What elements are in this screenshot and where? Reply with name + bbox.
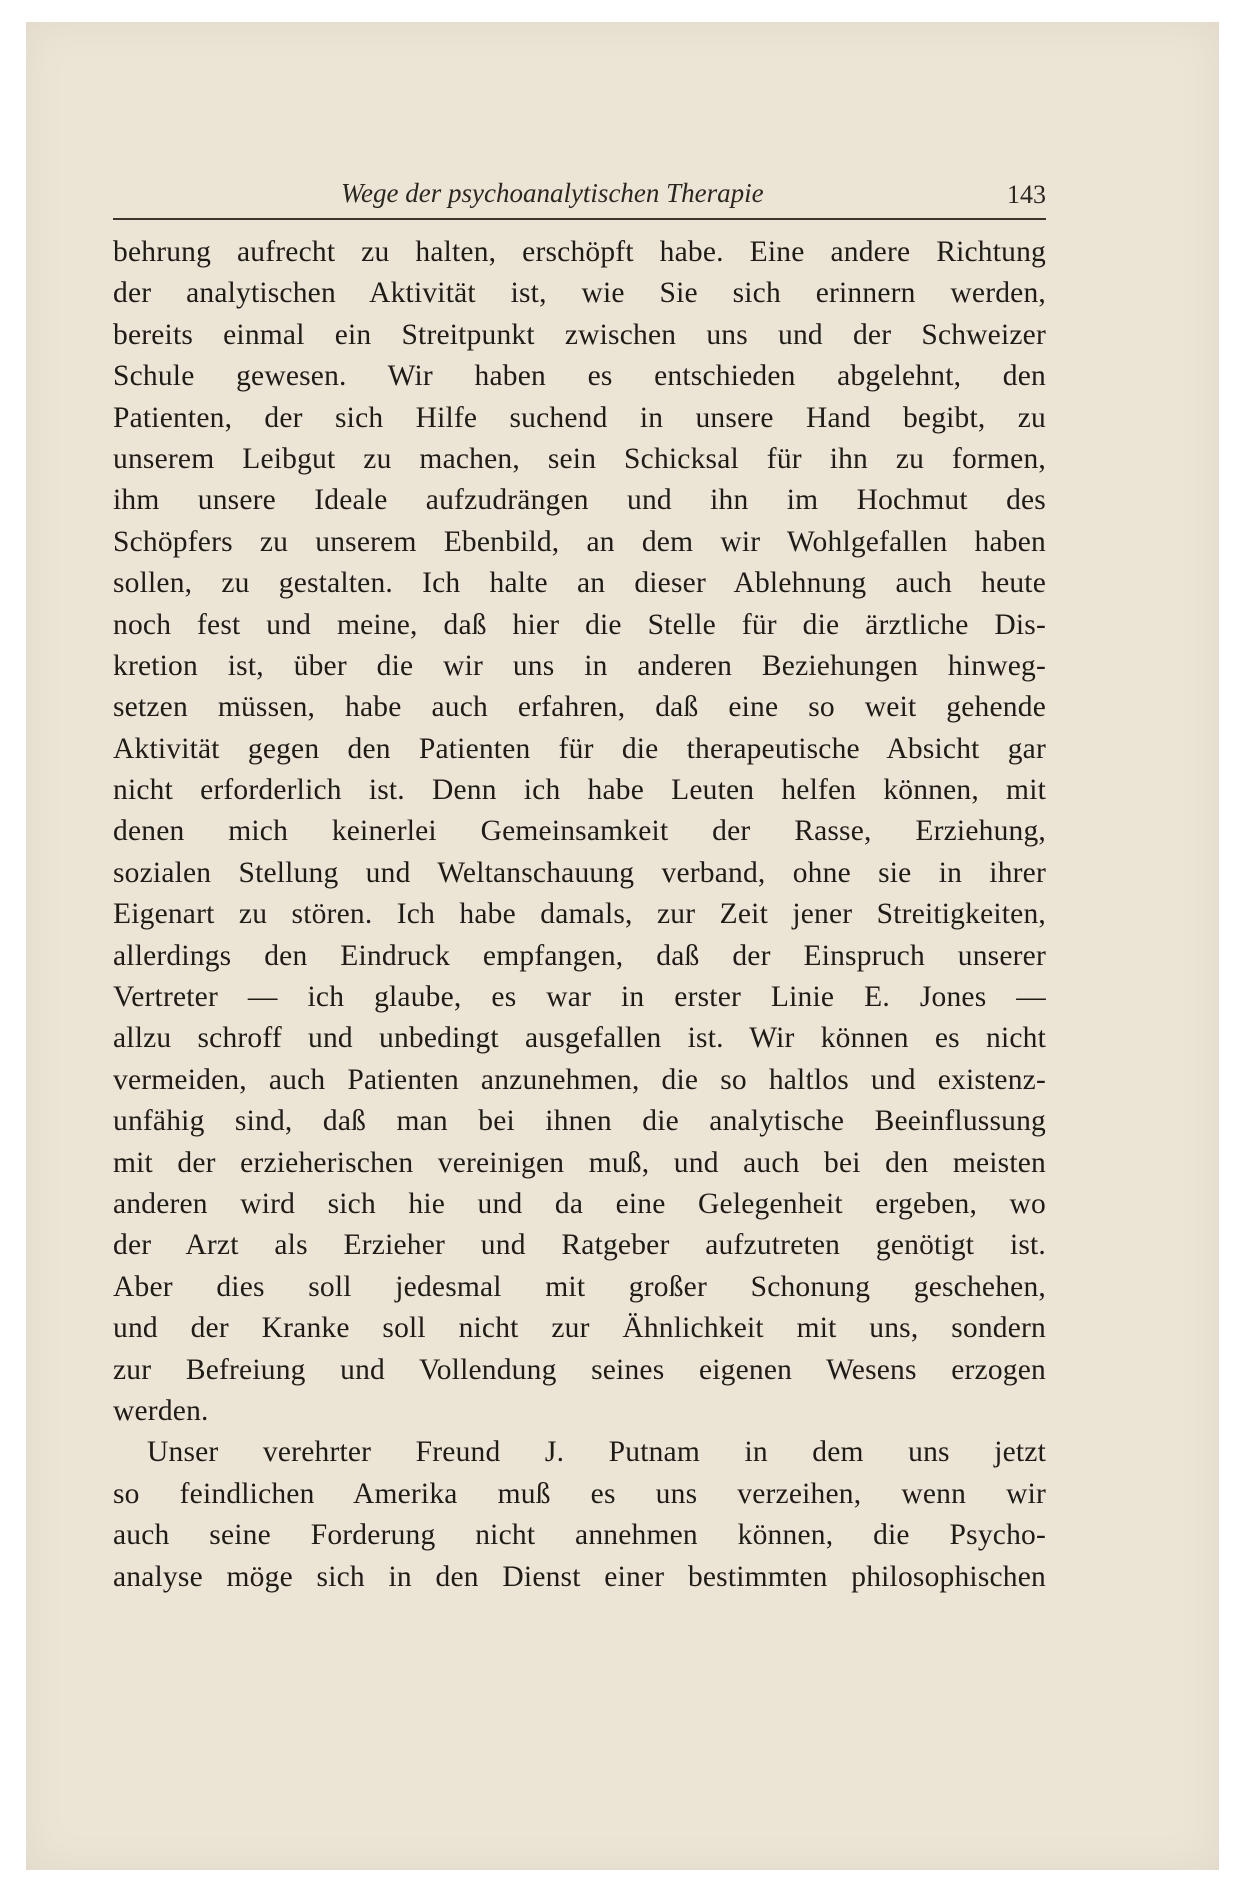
text-line: auch seine Forderung nicht annehmen können, die Psycho-: [113, 1519, 1046, 1552]
body-text: [113, 232, 1046, 1598]
text-line: setzen müssen, habe auch erfahren, daß eine so weit gehende: [113, 691, 1046, 724]
running-title: Wege der psychoanalytischen Therapie: [341, 178, 764, 208]
text-line: sozialen Stellung und Weltanschauung verband, ohne sie in ihrer: [113, 856, 1046, 889]
text-line: nicht erforderlich ist. Denn ich habe Leuten helfen können, mit: [113, 774, 1046, 807]
text-line: werden.: [113, 1394, 209, 1427]
text-line: mit der erzieherischen vereinigen muß, und auch bei den meisten: [113, 1146, 1046, 1179]
text-line: allzu schroff und unbedingt ausgefallen ist. Wir können es nicht: [113, 1022, 1046, 1055]
text-line: unserem Leibgut zu machen, sein Schicksal für ihn zu formen,: [113, 442, 1046, 475]
text-line: sollen, zu gestalten. Ich halte an dieser Ablehnung auch heute: [113, 567, 1046, 600]
text-line: kretion ist, über die wir uns in anderen Beziehungen hinweg-: [113, 649, 1046, 682]
text-line: behrung aufrecht zu halten, erschöpft habe. Eine andere Richtung: [113, 236, 1046, 268]
text-line: analyse möge sich in den Dienst einer bestimmten philosophischen: [113, 1560, 1046, 1593]
text-line: allerdings den Eindruck empfangen, daß der Einspruch unserer: [113, 939, 1046, 972]
text-line: anderen wird sich hie und da eine Gelegenheit ergeben, wo: [113, 1187, 1046, 1220]
text-line: Aber dies soll jedesmal mit großer Schonung geschehen,: [113, 1270, 1046, 1303]
text-line: unfähig sind, daß man bei ihnen die analytische Beeinflussung: [113, 1105, 1046, 1138]
text-line: Patienten, der sich Hilfe suchend in unsere Hand begibt, zu: [113, 401, 1046, 434]
text-line: Schöpfers zu unserem Ebenbild, an dem wir Wohlgefallen haben: [113, 525, 1046, 558]
text-line: und der Kranke soll nicht zur Ähnlichkeit mit uns, sondern: [113, 1312, 1046, 1345]
book-page: [113, 178, 1046, 1598]
header-rule: [113, 218, 1046, 220]
text-line: Eigenart zu stören. Ich habe damals, zur Zeit jener Streitigkeiten,: [113, 898, 1046, 931]
text-line: zur Befreiung und Vollendung seines eigenen Wesens erzogen: [113, 1353, 1046, 1386]
paragraph-2: [113, 1432, 1046, 1598]
text-line: ihm unsere Ideale aufzudrängen und ihn im Hochmut des: [113, 484, 1046, 517]
text-line: Vertreter — ich glaube, es war in erster Linie E. Jones —: [113, 981, 1046, 1014]
page-number: 143: [1007, 180, 1046, 209]
text-line: Aktivität gegen den Patienten für die therapeutische Absicht gar: [113, 732, 1046, 765]
text-line: der analytischen Aktivität ist, wie Sie sich erinnern werden,: [113, 277, 1046, 310]
text-line: Unser verehrter Freund J. Putnam in dem uns jetzt: [147, 1436, 1046, 1469]
running-header: [113, 178, 1046, 212]
text-line: vermeiden, auch Patienten anzunehmen, die so haltlos und existenz-: [113, 1063, 1046, 1096]
text-line: bereits einmal ein Streitpunkt zwischen uns und der Schweizer: [113, 318, 1046, 351]
text-line: noch fest und meine, daß hier die Stelle für die ärztliche Dis-: [113, 608, 1046, 641]
text-line: denen mich keinerlei Gemeinsamkeit der Rasse, Erziehung,: [113, 815, 1046, 848]
text-line: Schule gewesen. Wir haben es entschieden abgelehnt, den: [113, 360, 1046, 393]
text-line: der Arzt als Erzieher und Ratgeber aufzutreten genötigt ist.: [113, 1229, 1046, 1262]
text-line: so feindlichen Amerika muß es uns verzeihen, wenn wir: [113, 1477, 1046, 1510]
paragraph-1: [113, 232, 1046, 1432]
